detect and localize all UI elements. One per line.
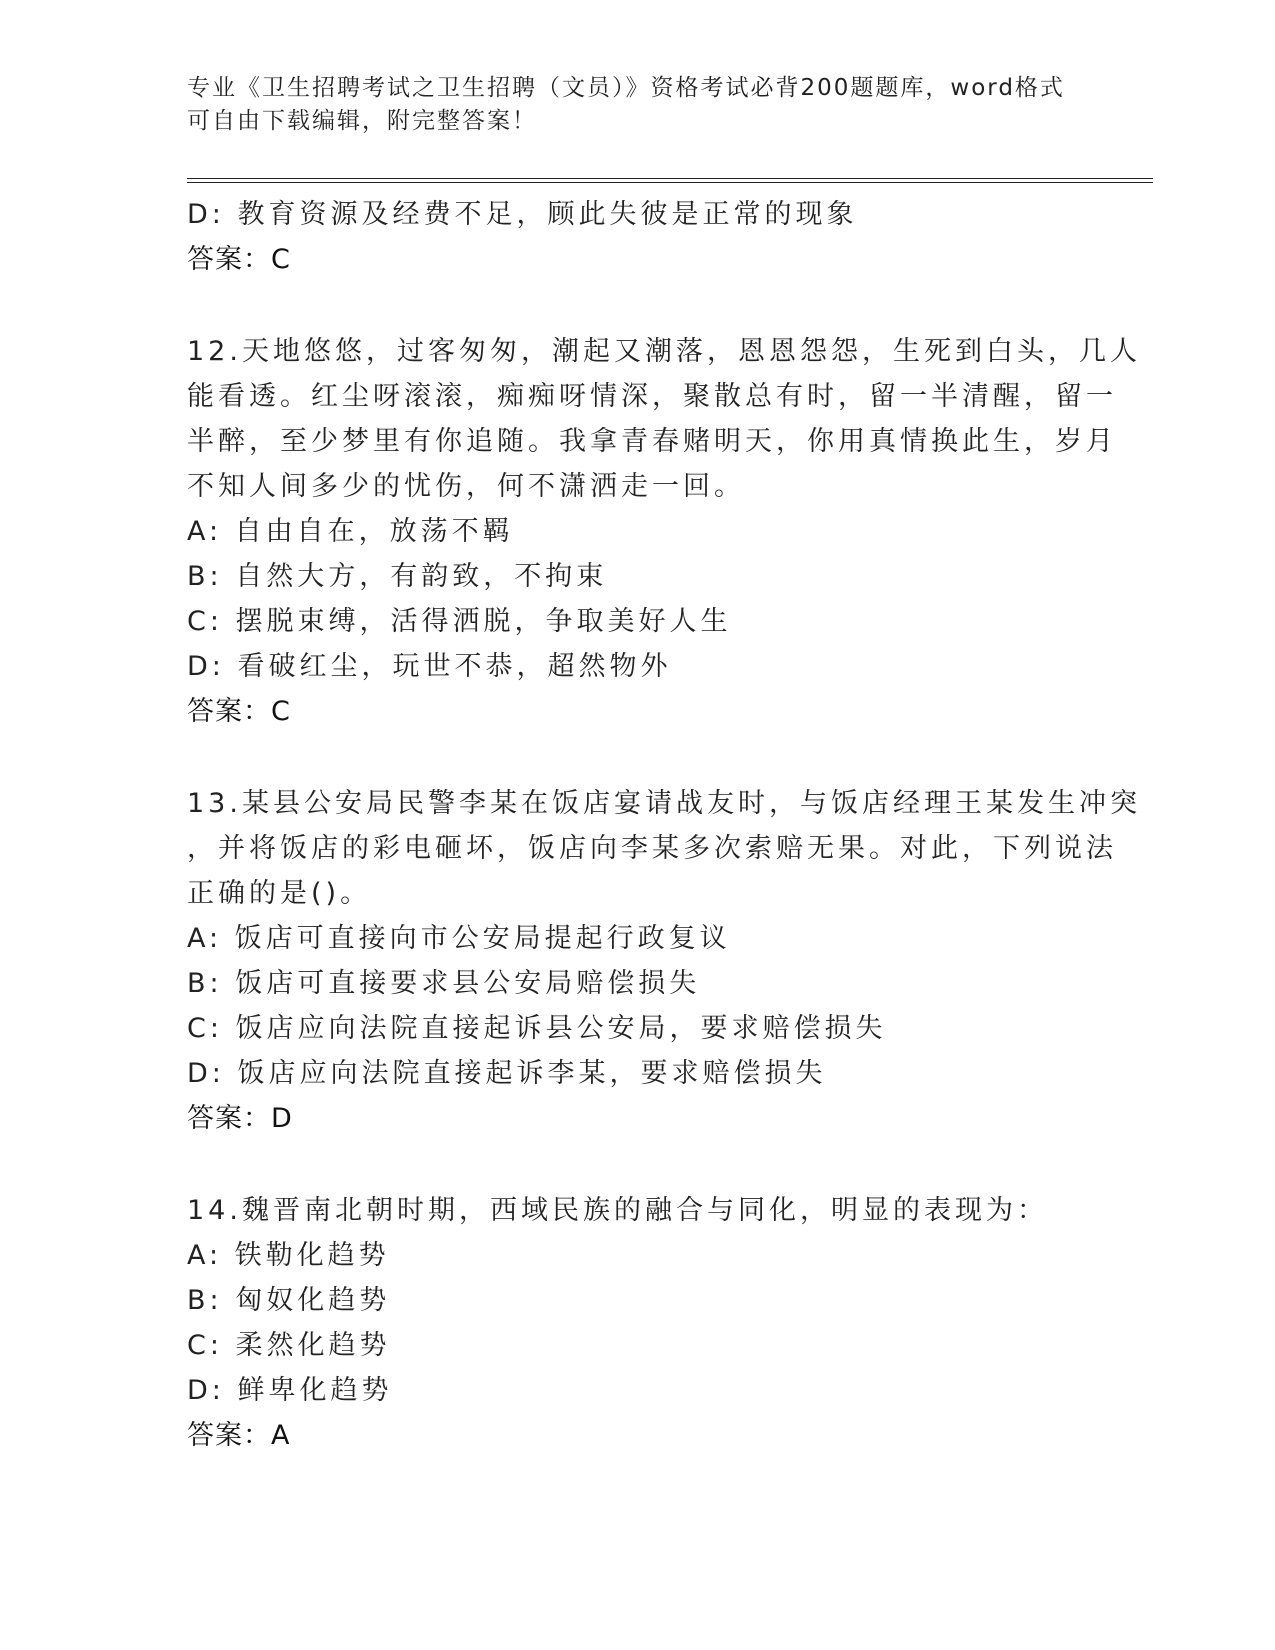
question-12: [187, 329, 1141, 734]
option-b: B: 饭店可直接要求县公安局赔偿损失: [187, 968, 701, 999]
question-14: [187, 1188, 1087, 1458]
question-13: [187, 781, 1141, 1141]
stem-line: 能看透。红尘呀滚滚，痴痴呀情深，聚散总有时，留一半清醒，留一: [187, 381, 1117, 412]
document-header: [187, 72, 1087, 138]
header-title-line-2: 可自由下载编辑，附完整答案！: [187, 108, 537, 134]
answer-line: 答案：C: [187, 696, 291, 727]
stem-line: 14.魏晋南北朝时期，西域民族的融合与同化，明显的表现为：: [187, 1195, 1048, 1226]
option-d: D: 教育资源及经费不足，顾此失彼是正常的现象: [187, 199, 858, 230]
prev-question-tail: [187, 192, 1087, 282]
answer-line: 答案：D: [187, 1103, 293, 1134]
option-c: C: 摆脱束缚，活得洒脱，争取美好人生: [187, 606, 732, 637]
option-b: B: 匈奴化趋势: [187, 1285, 391, 1316]
header-rule-bottom: [187, 182, 1153, 183]
question-stem: [187, 329, 1141, 509]
stem-line: 13.某县公安局民警李某在饭店宴请战友时，与饭店经理王某发生冲突: [187, 788, 1141, 819]
question-list: [187, 192, 1141, 1458]
question-stem: [187, 1188, 1087, 1233]
option-d: D: 看破红尘，玩世不恭，超然物外: [187, 651, 672, 682]
stem-line: ，并将饭店的彩电砸坏，饭店向李某多次索赔无果。对此，下列说法: [187, 833, 1117, 864]
option-c: C: 饭店应向法院直接起诉县公安局，要求赔偿损失: [187, 1013, 887, 1044]
question-stem: [187, 781, 1141, 916]
option-b: B: 自然大方，有韵致，不拘束: [187, 561, 608, 592]
spacer: [187, 282, 1087, 329]
stem-line: 12.天地悠悠，过客匆匆，潮起又潮落，恩恩怨怨，生死到白头，几人: [187, 336, 1141, 367]
answer-line: 答案：C: [187, 244, 291, 275]
stem-line: 半醉，至少梦里有你追随。我拿青春赌明天，你用真情换此生，岁月: [187, 426, 1117, 457]
header-title-line-1: 专业《卫生招聘考试之卫生招聘（文员）》资格考试必背200题题库，word格式: [187, 75, 1065, 101]
option-a: A: 饭店可直接向市公安局提起行政复议: [187, 923, 731, 954]
stem-line: 正确的是()。: [187, 878, 372, 909]
option-d: D: 饭店应向法院直接起诉李某，要求赔偿损失: [187, 1058, 827, 1089]
option-c: C: 柔然化趋势: [187, 1330, 391, 1361]
answer-line: 答案：A: [187, 1420, 291, 1451]
option-a: A: 铁勒化趋势: [187, 1240, 390, 1271]
spacer: [187, 1141, 1087, 1188]
stem-line: 不知人间多少的忧伤，何不潇洒走一回。: [187, 471, 745, 502]
spacer: [187, 734, 1087, 781]
option-a: A: 自由自在，放荡不羁: [187, 516, 514, 547]
header-rule-top: [187, 178, 1153, 179]
option-d: D: 鲜卑化趋势: [187, 1375, 393, 1406]
